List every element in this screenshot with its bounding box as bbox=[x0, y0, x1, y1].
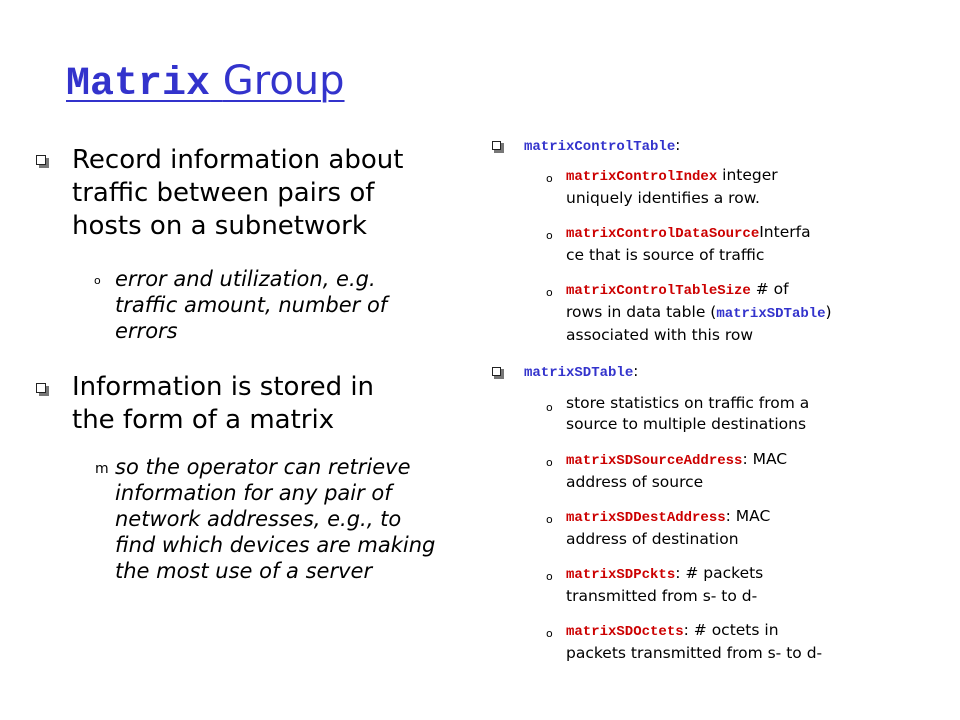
right-sub-pckts bbox=[566, 563, 763, 607]
text-line: information for any pair of bbox=[115, 481, 392, 505]
text-span: integer bbox=[717, 166, 778, 184]
circle-bullet-icon: o bbox=[546, 570, 553, 583]
text-line: store statistics on traffic from a bbox=[566, 394, 810, 412]
code-matrixSDSourceAddress: matrixSDSourceAddress bbox=[566, 453, 743, 469]
text-line: ce that is source of traffic bbox=[566, 246, 765, 264]
text-span: : MAC bbox=[725, 507, 771, 525]
m-bullet-icon: m bbox=[95, 461, 109, 477]
circle-bullet-icon: o bbox=[546, 286, 553, 299]
text-line: so the operator can retrieve bbox=[115, 455, 411, 479]
code-matrixSDPckts: matrixSDPckts bbox=[566, 567, 676, 583]
text-line: the most use of a server bbox=[115, 559, 373, 583]
code-matrixSDDestAddress: matrixSDDestAddress bbox=[566, 510, 726, 526]
text-suffix: : bbox=[675, 136, 681, 154]
title-part-2: Group bbox=[222, 58, 345, 104]
text-line: error and utilization, e.g. bbox=[115, 267, 376, 291]
text-line: packets transmitted from s- to d- bbox=[566, 644, 823, 662]
text-span: Interfa bbox=[759, 223, 811, 241]
text-line: address of source bbox=[566, 473, 704, 491]
text-line: uniquely identifies a row. bbox=[566, 189, 760, 207]
text-line: the form of a matrix bbox=[72, 405, 335, 435]
text-line: traffic amount, number of bbox=[115, 293, 388, 317]
circle-bullet-icon: o bbox=[546, 229, 553, 242]
right-sub-control-index bbox=[566, 165, 778, 209]
text-span: : # packets bbox=[675, 564, 764, 582]
circle-bullet-icon: o bbox=[546, 513, 553, 526]
right-sub-source-address bbox=[566, 449, 787, 493]
text-line: source to multiple destinations bbox=[566, 415, 807, 433]
right-sub-octets bbox=[566, 620, 822, 664]
text-suffix: : bbox=[633, 362, 639, 380]
left-bullet-record bbox=[72, 144, 403, 243]
right-sub-control-data-source bbox=[566, 222, 811, 266]
text-line: associated with this row bbox=[566, 326, 754, 344]
text-line: Information is stored in bbox=[72, 372, 375, 402]
text-span: # of bbox=[750, 280, 789, 298]
left-sub-operator bbox=[115, 454, 435, 584]
slide-title bbox=[66, 58, 345, 107]
text-span: ) bbox=[825, 303, 832, 321]
code-matrixControlTable: matrixControlTable bbox=[524, 139, 676, 155]
square-bullet-icon bbox=[492, 141, 501, 150]
code-matrixSDOctets: matrixSDOctets bbox=[566, 624, 684, 640]
text-line: network addresses, e.g., to bbox=[115, 507, 402, 531]
circle-bullet-icon: o bbox=[546, 627, 553, 640]
right-bullet-sd-table bbox=[524, 361, 638, 383]
code-matrixSDTable: matrixSDTable bbox=[716, 306, 826, 322]
code-matrixControlTableSize: matrixControlTableSize bbox=[566, 283, 751, 299]
code-matrixSDTable-heading: matrixSDTable bbox=[524, 365, 634, 381]
right-sub-dest-address bbox=[566, 506, 770, 550]
text-line: Record information about bbox=[72, 145, 404, 175]
square-bullet-icon bbox=[492, 367, 501, 376]
right-sub-store-statistics bbox=[566, 393, 809, 435]
square-bullet-icon bbox=[36, 383, 46, 393]
text-line: find which devices are making bbox=[115, 533, 436, 557]
circle-bullet-icon: o bbox=[546, 172, 553, 185]
right-bullet-control-table bbox=[524, 135, 680, 157]
left-sub-error-utilization bbox=[115, 266, 387, 344]
text-line: hosts on a subnetwork bbox=[72, 211, 367, 241]
code-matrixControlDataSource: matrixControlDataSource bbox=[566, 226, 760, 242]
text-line: transmitted from s- to d- bbox=[566, 587, 758, 605]
circle-bullet-icon: o bbox=[546, 456, 553, 469]
code-matrixControlIndex: matrixControlIndex bbox=[566, 169, 718, 185]
text-span: : # octets in bbox=[683, 621, 779, 639]
left-bullet-information bbox=[72, 371, 374, 437]
square-bullet-icon bbox=[36, 155, 46, 165]
text-span: rows in data table ( bbox=[566, 303, 717, 321]
text-span: : MAC bbox=[742, 450, 788, 468]
text-line: address of destination bbox=[566, 530, 739, 548]
right-sub-control-table-size bbox=[566, 279, 832, 346]
text-line: traffic between pairs of bbox=[72, 178, 375, 208]
circle-bullet-icon: o bbox=[546, 401, 553, 414]
title-part-1: Matrix bbox=[66, 62, 211, 107]
circle-bullet-icon: o bbox=[94, 274, 101, 287]
text-line: errors bbox=[115, 319, 178, 343]
